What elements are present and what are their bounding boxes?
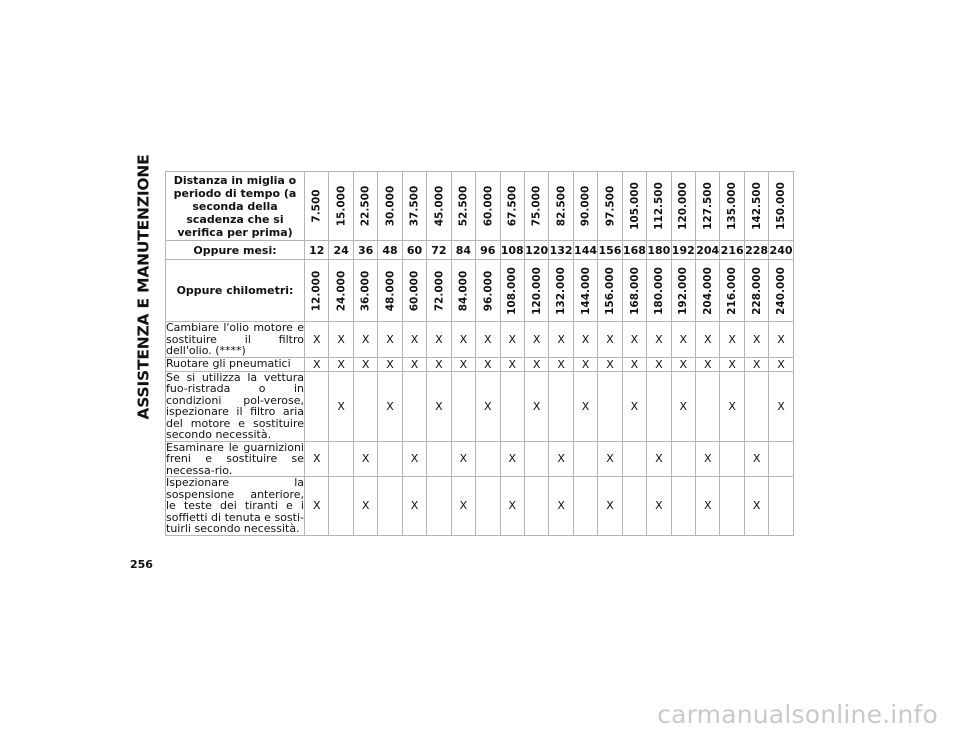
km-cell <box>500 260 524 322</box>
km-value: 84.000 <box>457 270 470 311</box>
interval-mark <box>353 371 377 441</box>
km-cell <box>622 260 646 322</box>
interval-mark: X <box>305 441 329 477</box>
interval-mark: X <box>671 322 695 358</box>
km-value: 144.000 <box>579 266 592 315</box>
interval-mark <box>622 441 646 477</box>
km-value: 228.000 <box>750 266 763 315</box>
months-value: 204 <box>696 241 720 260</box>
months-value: 60 <box>402 241 426 260</box>
interval-mark: X <box>524 371 548 441</box>
miles-cell <box>549 172 573 241</box>
km-value: 240.000 <box>775 266 788 315</box>
km-value: 204.000 <box>701 266 714 315</box>
interval-mark: X <box>451 441 475 477</box>
km-value: 180.000 <box>652 266 665 315</box>
interval-mark: X <box>378 371 402 441</box>
miles-cell <box>378 172 402 241</box>
interval-mark: X <box>329 371 353 441</box>
km-header: Oppure chilometri: <box>166 260 305 322</box>
interval-mark <box>671 477 695 536</box>
interval-mark <box>378 477 402 536</box>
km-value: 168.000 <box>628 266 641 315</box>
interval-mark <box>402 371 426 441</box>
section-title: ASSISTENZA E MANUTENZIONE <box>135 154 154 420</box>
table-row <box>166 477 794 536</box>
miles-value: 45.000 <box>432 185 445 227</box>
months-value: 24 <box>329 241 353 260</box>
interval-mark: X <box>720 371 744 441</box>
months-value: 240 <box>769 241 793 260</box>
interval-mark: X <box>476 322 500 358</box>
interval-mark: X <box>500 322 524 358</box>
km-cell <box>647 260 671 322</box>
interval-mark: X <box>451 477 475 536</box>
interval-mark <box>573 477 597 536</box>
interval-mark: X <box>769 371 793 441</box>
months-value: 156 <box>598 241 622 260</box>
interval-mark <box>329 441 353 477</box>
interval-mark: X <box>549 477 573 536</box>
km-value: 108.000 <box>506 266 519 315</box>
km-value: 192.000 <box>677 266 690 315</box>
km-cell <box>671 260 695 322</box>
miles-value: 7.500 <box>310 189 323 223</box>
km-cell <box>329 260 353 322</box>
km-cell <box>696 260 720 322</box>
interval-mark: X <box>744 357 768 371</box>
interval-mark <box>720 477 744 536</box>
km-row <box>166 260 794 322</box>
interval-mark <box>598 371 622 441</box>
months-value: 216 <box>720 241 744 260</box>
interval-mark: X <box>671 357 695 371</box>
interval-mark: X <box>573 357 597 371</box>
interval-mark: X <box>353 441 377 477</box>
interval-mark: X <box>720 322 744 358</box>
interval-mark <box>744 371 768 441</box>
miles-value: 120.000 <box>677 182 690 230</box>
interval-mark: X <box>696 441 720 477</box>
interval-mark: X <box>769 322 793 358</box>
interval-mark <box>696 371 720 441</box>
km-cell <box>524 260 548 322</box>
interval-mark: X <box>622 322 646 358</box>
interval-mark <box>305 371 329 441</box>
interval-mark: X <box>573 371 597 441</box>
interval-mark <box>769 441 793 477</box>
miles-cell <box>524 172 548 241</box>
miles-value: 97.500 <box>603 185 616 227</box>
interval-mark <box>329 477 353 536</box>
miles-cell <box>476 172 500 241</box>
interval-mark: X <box>353 357 377 371</box>
interval-mark: X <box>696 322 720 358</box>
interval-mark: X <box>573 322 597 358</box>
miles-value: 37.500 <box>408 185 421 227</box>
miles-cell <box>451 172 475 241</box>
months-value: 12 <box>305 241 329 260</box>
interval-mark: X <box>305 357 329 371</box>
km-cell <box>353 260 377 322</box>
months-value: 180 <box>647 241 671 260</box>
km-cell <box>573 260 597 322</box>
km-value: 132.000 <box>555 266 568 315</box>
interval-mark: X <box>549 441 573 477</box>
miles-cell <box>573 172 597 241</box>
interval-mark: X <box>598 441 622 477</box>
interval-mark <box>524 441 548 477</box>
table-row <box>166 441 794 477</box>
interval-mark: X <box>744 441 768 477</box>
interval-mark: X <box>329 357 353 371</box>
miles-cell <box>720 172 744 241</box>
interval-mark: X <box>598 322 622 358</box>
interval-mark <box>524 477 548 536</box>
miles-cell <box>696 172 720 241</box>
interval-mark: X <box>305 322 329 358</box>
miles-header: Distanza in miglia o periodo di tempo (a seconda della scadenza che si verifica per prima) <box>166 172 305 241</box>
interval-mark <box>573 441 597 477</box>
operation-label: Ispezionare la sospensione anteriore, le teste dei tiranti e i soffietti di tenuta e sosti-tuirli secondo necessità. <box>166 476 304 535</box>
interval-mark: X <box>402 357 426 371</box>
page-number: 256 <box>130 558 153 571</box>
interval-mark: X <box>500 357 524 371</box>
km-cell <box>720 260 744 322</box>
miles-cell <box>769 172 793 241</box>
interval-mark: X <box>524 357 548 371</box>
months-value: 84 <box>451 241 475 260</box>
interval-mark: X <box>647 357 671 371</box>
interval-mark: X <box>427 322 451 358</box>
months-header: Oppure mesi: <box>166 241 305 260</box>
interval-mark: X <box>500 441 524 477</box>
km-cell <box>549 260 573 322</box>
miles-cell <box>647 172 671 241</box>
section-title-vertical <box>131 154 157 420</box>
operation-label: Esaminare le guarnizioni freni e sostituire se necessa-rio. <box>166 441 304 477</box>
interval-mark: X <box>378 357 402 371</box>
miles-value: 67.500 <box>506 185 519 227</box>
miles-value: 82.500 <box>555 185 568 227</box>
interval-mark: X <box>622 357 646 371</box>
miles-cell <box>598 172 622 241</box>
miles-value: 90.000 <box>579 185 592 227</box>
interval-mark: X <box>402 322 426 358</box>
interval-mark: X <box>671 371 695 441</box>
months-row <box>166 241 794 260</box>
operation-label: Cambiare l'olio motore e sostituire il filtro dell'olio. (****) <box>166 321 304 357</box>
interval-mark: X <box>500 477 524 536</box>
miles-value: 112.500 <box>652 182 665 230</box>
interval-mark <box>500 371 524 441</box>
interval-mark <box>378 441 402 477</box>
interval-mark: X <box>769 357 793 371</box>
interval-mark: X <box>549 322 573 358</box>
months-value: 132 <box>549 241 573 260</box>
miles-value: 135.000 <box>726 182 739 230</box>
interval-mark: X <box>402 477 426 536</box>
km-cell <box>451 260 475 322</box>
interval-mark: X <box>744 322 768 358</box>
interval-mark: X <box>720 357 744 371</box>
months-value: 48 <box>378 241 402 260</box>
interval-mark: X <box>647 322 671 358</box>
interval-mark: X <box>427 357 451 371</box>
interval-mark: X <box>378 322 402 358</box>
interval-mark <box>720 441 744 477</box>
interval-mark: X <box>647 477 671 536</box>
miles-cell <box>402 172 426 241</box>
months-value: 36 <box>353 241 377 260</box>
km-value: 216.000 <box>726 266 739 315</box>
interval-mark <box>427 441 451 477</box>
months-value: 144 <box>573 241 597 260</box>
miles-value: 150.000 <box>775 182 788 230</box>
interval-mark: X <box>598 477 622 536</box>
miles-cell <box>744 172 768 241</box>
interval-mark: X <box>353 322 377 358</box>
table-row <box>166 322 794 358</box>
maintenance-schedule-table <box>165 171 794 536</box>
miles-value: 75.000 <box>530 185 543 227</box>
km-value: 72.000 <box>432 270 445 311</box>
months-value: 168 <box>622 241 646 260</box>
miles-value: 142.500 <box>750 182 763 230</box>
interval-mark: X <box>598 357 622 371</box>
miles-value: 22.500 <box>359 185 372 227</box>
interval-mark: X <box>622 371 646 441</box>
km-cell <box>769 260 793 322</box>
interval-mark: X <box>427 371 451 441</box>
interval-mark <box>549 371 573 441</box>
km-value: 12.000 <box>310 270 323 311</box>
months-value: 120 <box>524 241 548 260</box>
operation-label: Se si utilizza la vettura fuo-ristrada o in condizioni pol-verose, ispezionare il filtro aria del motore e sostituire secondo necessità. <box>166 371 304 441</box>
miles-cell <box>671 172 695 241</box>
km-value: 48.000 <box>384 270 397 311</box>
miles-cell <box>427 172 451 241</box>
interval-mark <box>769 477 793 536</box>
miles-cell <box>353 172 377 241</box>
miles-value: 105.000 <box>628 182 641 230</box>
interval-mark: X <box>744 477 768 536</box>
interval-mark: X <box>549 357 573 371</box>
km-value: 120.000 <box>530 266 543 315</box>
km-cell <box>744 260 768 322</box>
interval-mark: X <box>305 477 329 536</box>
interval-mark <box>671 441 695 477</box>
interval-mark: X <box>329 322 353 358</box>
interval-mark: X <box>476 357 500 371</box>
miles-cell <box>305 172 329 241</box>
miles-value: 52.500 <box>457 185 470 227</box>
interval-mark <box>647 371 671 441</box>
operation-label: Ruotare gli pneumatici <box>166 357 305 371</box>
km-value: 24.000 <box>335 270 348 311</box>
km-cell <box>598 260 622 322</box>
interval-mark: X <box>647 441 671 477</box>
months-value: 108 <box>500 241 524 260</box>
interval-mark: X <box>402 441 426 477</box>
km-cell <box>476 260 500 322</box>
months-value: 96 <box>476 241 500 260</box>
interval-mark <box>427 477 451 536</box>
miles-cell <box>622 172 646 241</box>
table-row <box>166 371 794 441</box>
interval-mark: X <box>476 371 500 441</box>
miles-value: 15.000 <box>335 185 348 227</box>
table-row <box>166 357 794 371</box>
km-cell <box>402 260 426 322</box>
months-value: 192 <box>671 241 695 260</box>
miles-value: 127.500 <box>701 182 714 230</box>
km-value: 36.000 <box>359 270 372 311</box>
miles-value: 60.000 <box>481 185 494 227</box>
interval-mark: X <box>353 477 377 536</box>
interval-mark <box>622 477 646 536</box>
interval-mark <box>451 371 475 441</box>
miles-cell <box>500 172 524 241</box>
months-value: 228 <box>744 241 768 260</box>
km-value: 156.000 <box>603 266 616 315</box>
interval-mark: X <box>696 477 720 536</box>
miles-value: 30.000 <box>384 185 397 227</box>
km-value: 96.000 <box>481 270 494 311</box>
interval-mark: X <box>451 357 475 371</box>
interval-mark <box>476 477 500 536</box>
km-cell <box>378 260 402 322</box>
interval-mark: X <box>696 357 720 371</box>
miles-cell <box>329 172 353 241</box>
watermark: carmanualsonline.info <box>657 700 938 729</box>
km-cell <box>427 260 451 322</box>
months-value: 72 <box>427 241 451 260</box>
miles-row <box>166 172 794 241</box>
km-value: 60.000 <box>408 270 421 311</box>
interval-mark: X <box>451 322 475 358</box>
interval-mark: X <box>524 322 548 358</box>
km-cell <box>305 260 329 322</box>
interval-mark <box>476 441 500 477</box>
